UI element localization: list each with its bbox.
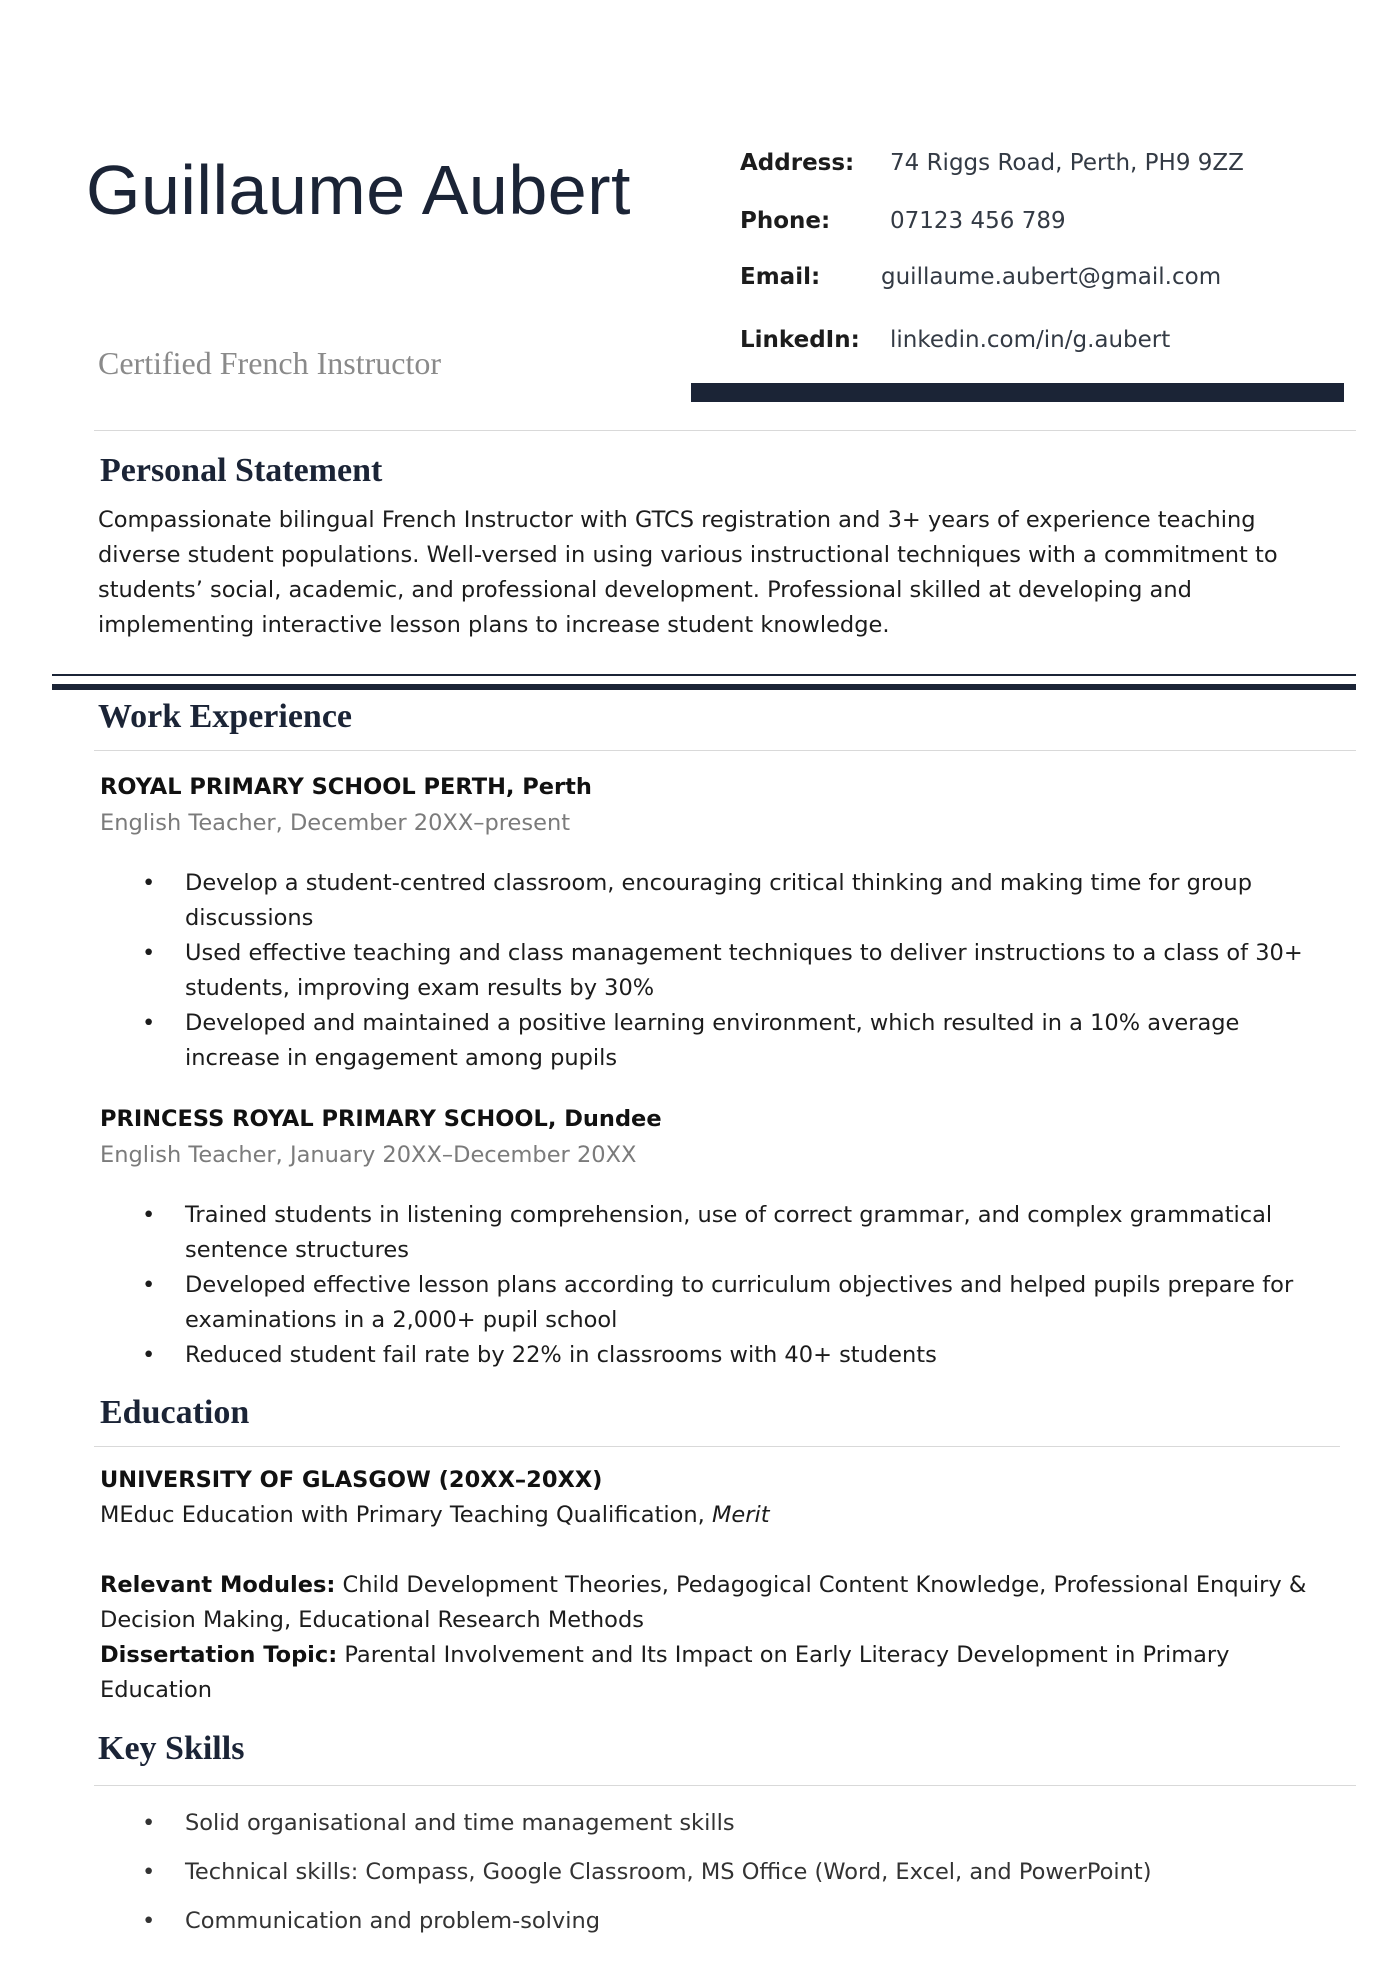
job-2-role: English Teacher, January 20XX–December 20XX [100, 1142, 637, 1168]
email-label: Email: [740, 264, 821, 290]
work-experience-divider [94, 750, 1356, 751]
section-divider-thin [52, 674, 1356, 676]
phone-label: Phone: [740, 208, 831, 234]
job-2-bullets [140, 1198, 1320, 1373]
key-skills-list [140, 1806, 1320, 1953]
modules-text: Child Development Theories, Pedagogical Content Knowledge, Professional Enquiry & Decision Making, Educational Research Methods [100, 1572, 1307, 1633]
education-divider [94, 1446, 1340, 1447]
education-modules [100, 1568, 1330, 1638]
education-dissertation [100, 1638, 1330, 1708]
degree-name: MEduc Education with Primary Teaching Qualification, [100, 1502, 705, 1528]
list-item: • Technical skills: Compass, Google Classroom, MS Office (Word, Excel, and PowerPoint) [140, 1855, 1320, 1904]
work-experience-heading: Work Experience [98, 698, 353, 735]
key-skills-heading: Key Skills [98, 1730, 245, 1767]
education-degree [100, 1498, 1330, 1533]
header-accent-bar [691, 383, 1344, 402]
list-item: • Used effective teaching and class management techniques to deliver instructions to a class of 30+ students, improving exam results by 30% [140, 936, 1320, 1006]
contact-linkedin [740, 327, 1170, 353]
candidate-name: Guillaume Aubert [86, 151, 631, 229]
list-item: • Developed and maintained a positive learning environment, which resulted in a 10% average increase in engagement among pupils [140, 1006, 1320, 1076]
contact-address [740, 150, 1244, 176]
modules-label: Relevant Modules: [100, 1572, 336, 1598]
job-1-bullets [140, 866, 1320, 1076]
header-divider [94, 430, 1356, 431]
education-institution [100, 1463, 1330, 1498]
list-item: • Developed effective lesson plans according to curriculum objectives and helped pupils prepare for examinations in a 2,000+ pupil school [140, 1268, 1320, 1338]
job-1-employer: ROYAL PRIMARY SCHOOL PERTH, Perth [100, 774, 592, 800]
list-item: • Trained students in listening comprehension, use of correct grammar, and complex grammatical sentence structures [140, 1198, 1320, 1268]
degree-grade: Merit [711, 1502, 770, 1528]
linkedin-label: LinkedIn: [740, 327, 860, 353]
education-heading: Education [100, 1394, 250, 1431]
list-item: • Solid organisational and time management skills [140, 1806, 1320, 1855]
list-item: • Communication and problem-solving [140, 1904, 1320, 1953]
section-divider-thick [52, 684, 1356, 690]
dissertation-text: Parental Involvement and Its Impact on Early Literacy Development in Primary Education [100, 1642, 1230, 1703]
institution-name: UNIVERSITY OF GLASGOW (20XX–20XX) [100, 1467, 603, 1493]
dissertation-label: Dissertation Topic: [100, 1642, 338, 1668]
personal-statement-text: Compassionate bilingual French Instructor with GTCS registration and 3+ years of experience teaching diverse student populations. Well-versed in using various instructional techniques with a commitment to students’ social, academic, and professional development. Professional skilled at developing and implementing interactive lesson plans to increase student knowledge. [98, 507, 1278, 638]
address-label: Address: [740, 150, 855, 176]
candidate-subtitle: Certified French Instructor [98, 345, 441, 381]
job-2-employer: PRINCESS ROYAL PRIMARY SCHOOL, Dundee [100, 1106, 662, 1132]
contact-email [740, 264, 1221, 290]
linkedin-value[interactable]: linkedin.com/in/g.aubert [890, 327, 1171, 353]
personal-statement-heading: Personal Statement [100, 452, 383, 489]
email-value[interactable]: guillaume.aubert@gmail.com [881, 264, 1222, 290]
phone-value: 07123 456 789 [890, 208, 1066, 234]
contact-phone [740, 208, 1066, 234]
address-value: 74 Riggs Road, Perth, PH9 9ZZ [890, 150, 1244, 176]
job-1-role: English Teacher, December 20XX–present [100, 810, 571, 836]
list-item: • Reduced student fail rate by 22% in classrooms with 40+ students [140, 1338, 1320, 1373]
key-skills-divider [94, 1785, 1356, 1786]
list-item: • Develop a student-centred classroom, encouraging critical thinking and making time for group discussions [140, 866, 1320, 936]
